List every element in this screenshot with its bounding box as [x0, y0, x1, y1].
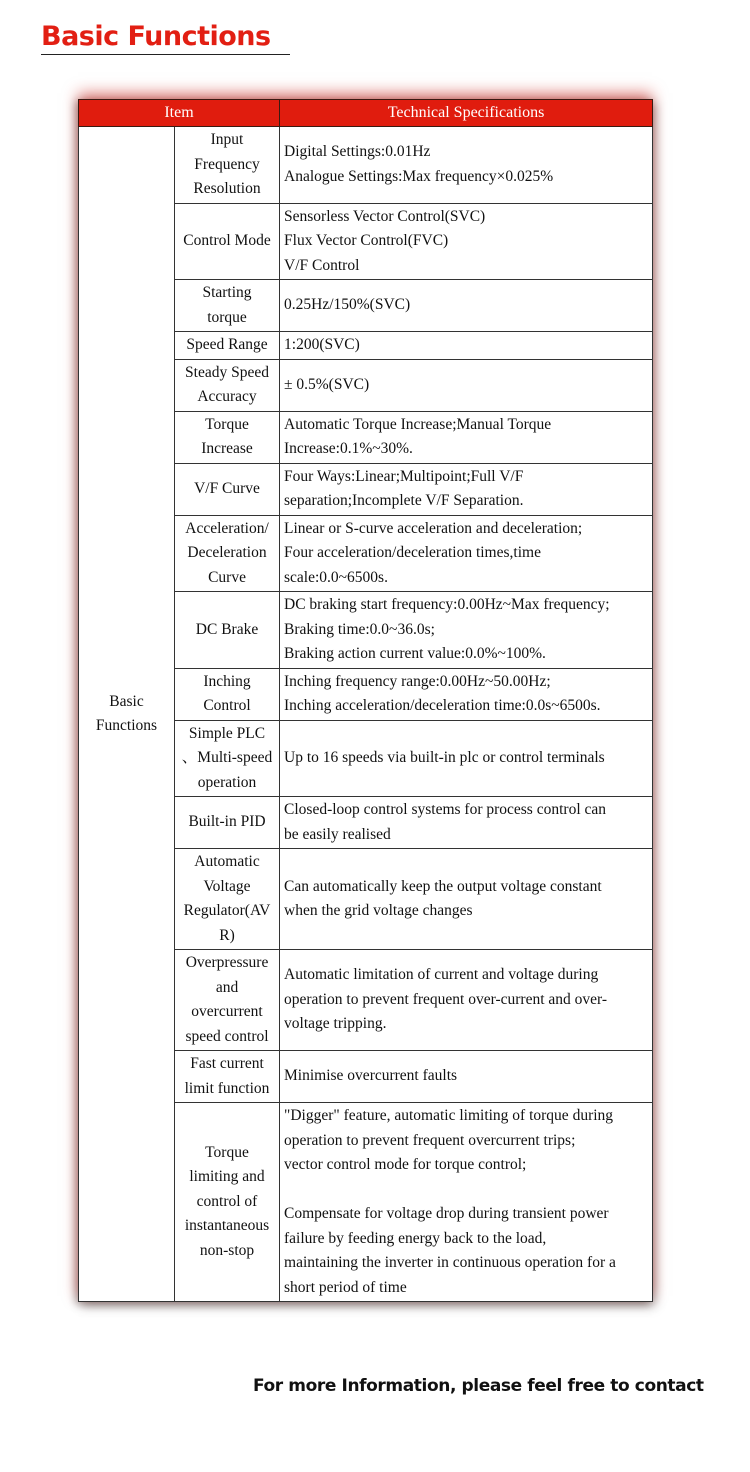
item-name-line: Starting — [202, 284, 252, 301]
spec-value-line: Analogue Settings:Max frequency×0.025% — [284, 167, 554, 185]
item-name-cell — [175, 797, 280, 849]
spec-value-cell — [280, 797, 653, 849]
spec-value-cell — [280, 203, 653, 280]
spec-value-cell — [280, 359, 653, 411]
item-name-cell — [175, 280, 280, 332]
spec-value-line: separation;Incomplete V/F Separation. — [284, 492, 524, 509]
spec-value-line: ± 0.5%(SVC) — [284, 375, 370, 393]
item-name-line: Control — [203, 697, 251, 714]
item-name-cell — [175, 127, 280, 204]
item-name-line: Voltage — [203, 877, 251, 895]
item-name-line: Resolution — [193, 180, 261, 197]
spec-value-line: when the grid voltage changes — [284, 902, 473, 919]
item-name-line: Inching — [203, 672, 251, 690]
spec-value-cell — [280, 592, 653, 669]
spec-value-line: 0.25Hz/150%(SVC) — [284, 296, 411, 314]
item-name-line: Torque — [205, 1143, 249, 1161]
item-name-cell — [175, 1103, 280, 1302]
item-name-cell — [175, 720, 280, 797]
group-label-line: Functions — [95, 717, 158, 734]
item-name-line: Increase — [201, 440, 253, 457]
spec-blank-line — [284, 1178, 648, 1203]
item-name-cell — [175, 592, 280, 669]
item-name-line: R) — [219, 926, 235, 944]
spec-value-line: Can automatically keep the output voltage constant — [284, 877, 602, 895]
table-row — [79, 127, 653, 204]
spec-value-line: scale:0.0~6500s. — [284, 568, 388, 586]
item-name-line: Overpressure — [185, 954, 269, 971]
spec-value-line: vector control mode for torque control; — [284, 1156, 527, 1173]
item-name-line: Frequency — [194, 155, 260, 173]
item-name-line: Speed Range — [186, 336, 268, 353]
spec-value-line: maintaining the inverter in continuous operation for a — [284, 1254, 616, 1271]
item-name-line: Built-in PID — [188, 813, 266, 831]
item-name-line: Control Mode — [183, 232, 271, 249]
item-name-cell — [175, 1051, 280, 1103]
spec-value-line: Digital Settings:0.01Hz — [284, 143, 431, 161]
spec-value-line: Inching frequency range:0.00Hz~50.00Hz; — [284, 672, 551, 690]
spec-value-cell — [280, 950, 653, 1051]
spec-value-line: DC braking start frequency:0.00Hz~Max frequency; — [284, 596, 610, 613]
spec-value-line: Up to 16 speeds via built-in plc or control terminals — [284, 749, 605, 766]
item-name-line: Steady Speed — [185, 363, 269, 381]
spec-table-container — [78, 99, 652, 1302]
spec-value-cell — [280, 463, 653, 515]
spec-value-line: operation to prevent frequent over-current and over- — [284, 990, 608, 1008]
item-name-cell — [175, 950, 280, 1051]
item-name-line: torque — [207, 308, 247, 326]
spec-value-cell — [280, 668, 653, 720]
table-body — [79, 127, 653, 1302]
item-name-cell — [175, 515, 280, 592]
item-name-line: limit function — [184, 1079, 270, 1097]
item-name-cell — [175, 359, 280, 411]
spec-value-cell — [280, 720, 653, 797]
spec-table — [78, 99, 653, 1302]
item-name-line: Input — [210, 131, 244, 148]
item-name-cell — [175, 668, 280, 720]
spec-value-line: be easily realised — [284, 825, 391, 843]
spec-value-line: Automatic Torque Increase;Manual Torque — [284, 415, 552, 433]
spec-value-line: Inching acceleration/deceleration time:0.0s~6500s. — [284, 697, 601, 714]
spec-value-line: Linear or S-curve acceleration and deceleration; — [284, 519, 583, 537]
item-name-line: non-stop — [199, 1241, 255, 1259]
table-header-row — [79, 100, 653, 127]
header-technical-specifications: Technical Specifications — [280, 100, 653, 127]
spec-value-cell — [280, 849, 653, 950]
spec-value-line: Sensorless Vector Control(SVC) — [284, 207, 486, 225]
spec-value-cell — [280, 411, 653, 463]
spec-value-line: 1:200(SVC) — [284, 336, 360, 353]
item-name-line: DC Brake — [195, 620, 259, 638]
spec-value-line: Braking action current value:0.0%~100%. — [284, 645, 546, 662]
spec-value-cell — [280, 1103, 653, 1302]
header-item: Item — [79, 100, 280, 127]
spec-value-line: Flux Vector Control(FVC) — [284, 232, 449, 249]
item-name-cell — [175, 411, 280, 463]
item-name-line: Accuracy — [197, 388, 257, 405]
spec-value-cell — [280, 332, 653, 360]
title-underline — [41, 54, 290, 55]
contact-footer: For more Information, please feel free to contact — [253, 1376, 704, 1396]
item-name-cell — [175, 849, 280, 950]
item-name-line: operation — [197, 773, 257, 791]
item-name-line: Regulator(AV — [183, 902, 271, 919]
item-name-line: Torque — [205, 415, 249, 433]
spec-value-line: "Digger" feature, automatic limiting of torque during — [284, 1107, 614, 1124]
spec-value-cell — [280, 127, 653, 204]
item-name-cell — [175, 463, 280, 515]
item-name-line: instantaneous — [184, 1217, 270, 1235]
spec-value-line: Four Ways:Linear;Multipoint;Full V/F — [284, 467, 524, 485]
spec-value-line: failure by feeding energy back to the load, — [284, 1229, 547, 1247]
item-name-cell — [175, 203, 280, 280]
group-label-cell — [79, 127, 175, 1302]
item-name-line: Acceleration/ — [185, 519, 269, 537]
item-name-cell — [175, 332, 280, 360]
spec-value-cell — [280, 515, 653, 592]
group-label-line: Basic — [109, 692, 144, 710]
spec-value-line: Braking time:0.0~36.0s; — [284, 620, 435, 638]
item-name-line: Automatic — [194, 853, 260, 870]
item-name-line: Simple PLC — [188, 724, 266, 742]
spec-value-line: voltage tripping. — [284, 1015, 387, 1033]
item-name-line: V/F Curve — [194, 479, 260, 497]
item-name-line: limiting and — [189, 1168, 265, 1186]
spec-value-line: Automatic limitation of current and voltage during — [284, 966, 599, 984]
spec-value-line: Compensate for voltage drop during transient power — [284, 1205, 609, 1222]
spec-value-line: Four acceleration/deceleration times,time — [284, 544, 541, 561]
item-name-line: control of — [196, 1192, 258, 1210]
item-name-line: Curve — [208, 568, 246, 586]
item-name-line: Fast current — [190, 1055, 264, 1072]
spec-value-cell — [280, 1051, 653, 1103]
item-name-line: overcurrent — [191, 1003, 263, 1020]
spec-value-line: Closed-loop control systems for process control can — [284, 801, 607, 818]
spec-value-line: operation to prevent frequent overcurrent trips; — [284, 1131, 576, 1149]
spec-value-line: V/F Control — [284, 256, 360, 274]
spec-value-line: Increase:0.1%~30%. — [284, 440, 413, 457]
item-name-line: 、Multi-speed — [181, 749, 273, 766]
item-name-line: Deceleration — [187, 544, 267, 561]
spec-value-line: short period of time — [284, 1278, 407, 1296]
item-name-line: and — [215, 978, 239, 996]
spec-value-cell — [280, 280, 653, 332]
page-title: Basic Functions — [41, 21, 271, 52]
item-name-line: speed control — [185, 1027, 269, 1045]
spec-value-line: Minimise overcurrent faults — [284, 1067, 458, 1085]
